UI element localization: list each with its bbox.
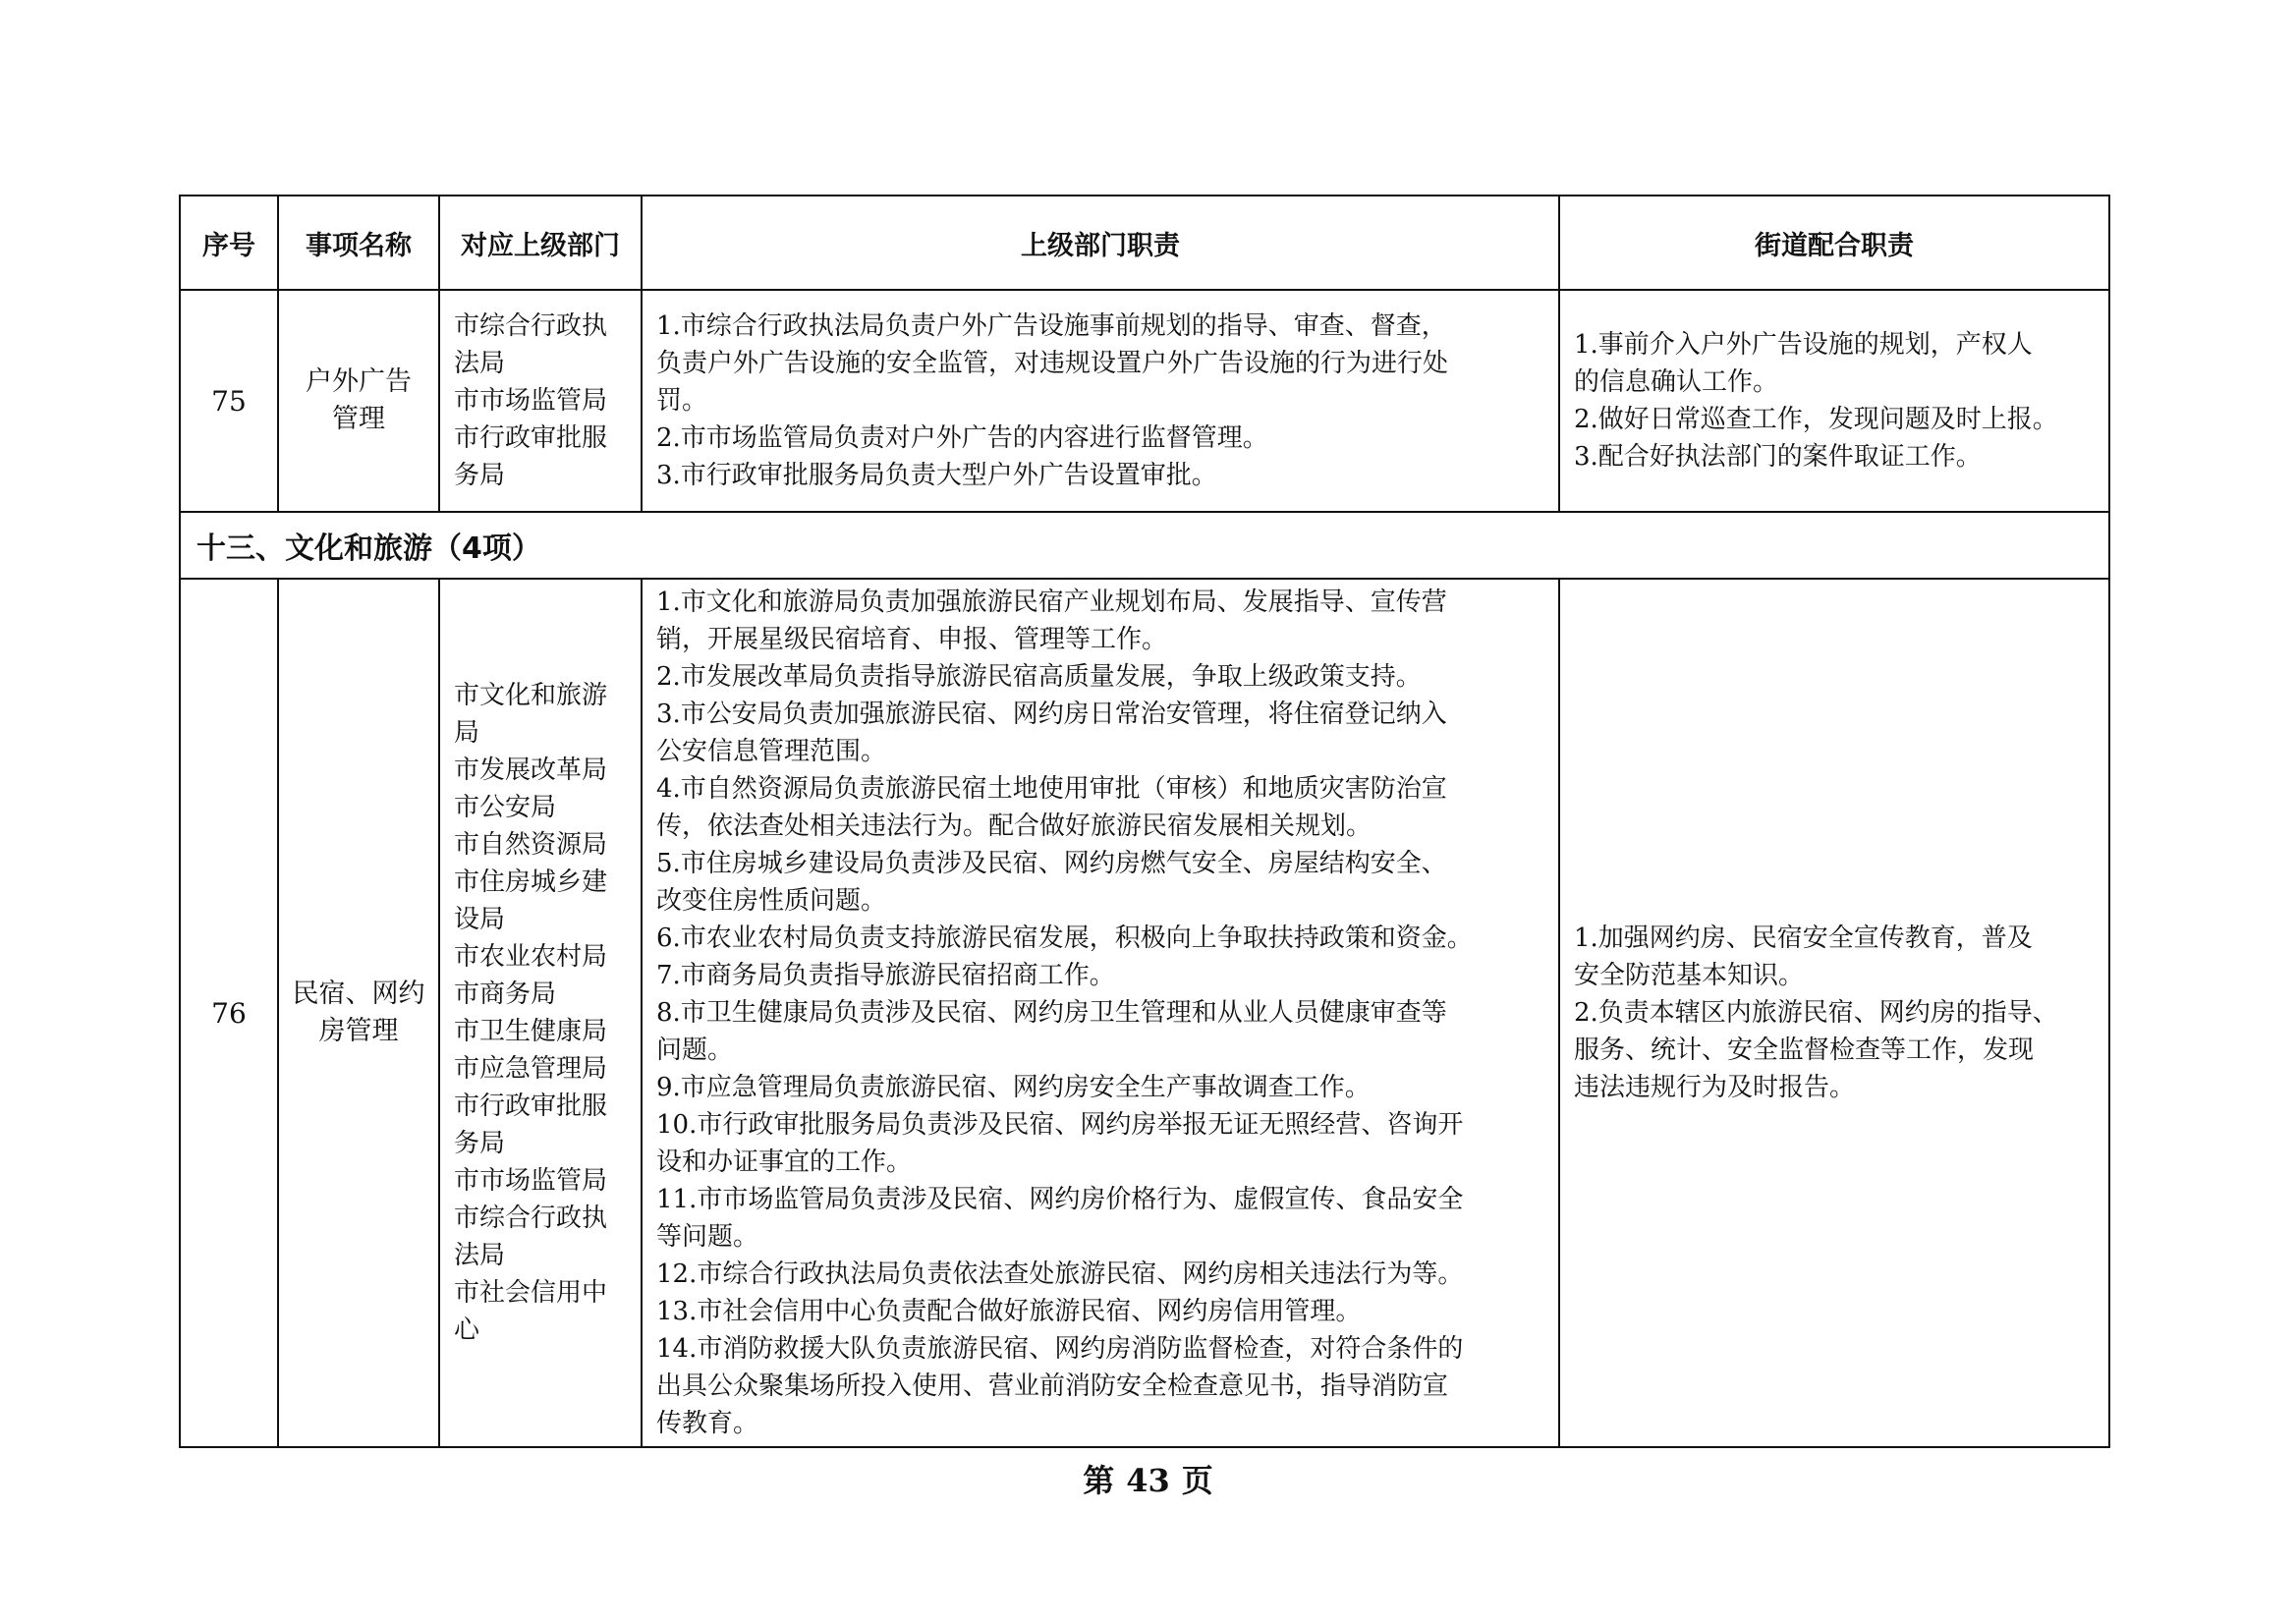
text-line: 的信息确认工作。	[1574, 367, 1779, 397]
street-duties	[1559, 579, 2109, 1447]
text-line: 7.市商务局负责指导旅游民宿招商工作。	[656, 961, 1115, 990]
text-line: 局	[454, 718, 480, 748]
text-line: 9.市应急管理局负责旅游民宿、网约房安全生产事故调查工作。	[656, 1073, 1371, 1102]
text-line: 市综合行政执	[454, 1203, 608, 1233]
text-line: 1.市综合行政执法局负责户外广告设施事前规划的指导、审查、督查，	[656, 311, 1447, 341]
street-duties	[1559, 290, 2109, 512]
matters-table	[179, 195, 2110, 1448]
text-line: 3.市公安局负责加强旅游民宿、网约房日常治安管理，将住宿登记纳入	[656, 700, 1447, 729]
text-line: 市综合行政执	[454, 311, 608, 341]
col-header-number: 序号	[180, 196, 278, 290]
table-row	[180, 290, 2109, 512]
text-line: 市文化和旅游	[454, 681, 608, 710]
text-line: 负责户外广告设施的安全监管，对违规设置户外广告设施的行为进行处	[656, 349, 1449, 378]
text-line: 市公安局	[454, 793, 557, 822]
text-line: 3.市行政审批服务局负责大型户外广告设置审批。	[656, 461, 1217, 490]
text-line: 10.市行政审批服务局负责涉及民宿、网约房举报无证无照经营、咨询开	[656, 1110, 1464, 1140]
text-line: 8.市卫生健康局负责涉及民宿、网约房卫生管理和从业人员健康审查等	[656, 998, 1447, 1028]
item-name	[278, 290, 439, 512]
text-line: 设和办证事宜的工作。	[656, 1147, 913, 1177]
text-line: 服务、统计、安全监督检查等工作，发现	[1574, 1035, 2035, 1065]
text-line: 问题。	[656, 1035, 734, 1065]
text-line: 心	[454, 1315, 480, 1345]
text-line: 2.市发展改革局负责指导旅游民宿高质量发展，争取上级政策支持。	[656, 662, 1422, 692]
text-line: 违法违规行为及时报告。	[1574, 1073, 1856, 1102]
page-footer	[0, 1456, 2296, 1501]
text-line: 法局	[454, 349, 506, 378]
page-number: 43	[1126, 1462, 1170, 1499]
row-number: 75	[180, 290, 278, 512]
text-line: 4.市自然资源局负责旅游民宿土地使用审批（审核）和地质灾害防治宣	[656, 774, 1447, 804]
text-line: 销，开展星级民宿培育、申报、管理等工作。	[656, 625, 1168, 654]
section-title: 十三、文化和旅游（4项）	[180, 512, 2109, 579]
text-line: 市市场监管局	[454, 386, 608, 416]
text-line: 传，依法查处相关违法行为。配合做好旅游民宿发展相关规划。	[656, 812, 1372, 841]
text-line: 设局	[454, 905, 506, 934]
text-line: 5.市住房城乡建设局负责涉及民宿、网约房燃气安全、房屋结构安全、	[656, 849, 1447, 878]
text-line: 6.市农业农村局负责支持旅游民宿发展，积极向上争取扶持政策和资金。	[656, 923, 1473, 953]
text-line: 2.做好日常巡查工作，发现问题及时上报。	[1574, 405, 2058, 434]
row-number: 76	[180, 579, 278, 1447]
text-line: 12.市综合行政执法局负责依法查处旅游民宿、网约房相关违法行为等。	[656, 1259, 1464, 1289]
dept-duties	[642, 579, 1559, 1447]
section-row	[180, 512, 2109, 579]
text-line: 市应急管理局	[454, 1054, 608, 1084]
text-line: 2.负责本辖区内旅游民宿、网约房的指导、	[1574, 998, 2058, 1028]
text-line: 1.事前介入户外广告设施的规划，产权人	[1574, 330, 2033, 360]
text-line: 市住房城乡建	[454, 867, 608, 897]
text-line: 务局	[454, 1129, 506, 1158]
text-line: 法局	[454, 1241, 506, 1270]
col-header-dept: 对应上级部门	[439, 196, 642, 290]
dept-list	[439, 579, 642, 1447]
text-line: 市自然资源局	[454, 830, 608, 860]
col-header-street-duties: 街道配合职责	[1559, 196, 2109, 290]
text-line: 13.市社会信用中心负责配合做好旅游民宿、网约房信用管理。	[656, 1297, 1362, 1326]
text-line: 市市场监管局	[454, 1166, 608, 1196]
text-line: 市商务局	[454, 979, 557, 1009]
item-name-text: 户外广告 管理	[306, 366, 412, 434]
text-line: 市卫生健康局	[454, 1017, 608, 1046]
dept-list	[439, 290, 642, 512]
text-line: 出具公众聚集场所投入使用、营业前消防安全检查意见书，指导消防宣	[656, 1371, 1449, 1401]
text-line: 市行政审批服	[454, 1091, 608, 1121]
col-header-item-name: 事项名称	[278, 196, 439, 290]
item-name	[278, 579, 439, 1447]
page-prefix: 第	[1083, 1462, 1115, 1499]
text-line: 2.市市场监管局负责对户外广告的内容进行监督管理。	[656, 423, 1268, 453]
table-header-row	[180, 196, 2109, 290]
text-line: 等问题。	[656, 1222, 759, 1252]
table-row	[180, 579, 2109, 1447]
text-line: 市行政审批服	[454, 423, 608, 453]
col-header-dept-duties: 上级部门职责	[642, 196, 1559, 290]
text-line: 市发展改革局	[454, 756, 608, 785]
text-line: 3.配合好执法部门的案件取证工作。	[1574, 442, 1982, 472]
text-line: 14.市消防救援大队负责旅游民宿、网约房消防监督检查，对符合条件的	[656, 1334, 1464, 1364]
text-line: 公安信息管理范围。	[656, 737, 887, 766]
text-line: 1.加强网约房、民宿安全宣传教育，普及	[1574, 923, 2033, 953]
text-line: 安全防范基本知识。	[1574, 961, 1805, 990]
text-line: 务局	[454, 461, 506, 490]
page-suffix: 页	[1181, 1462, 1213, 1499]
text-line: 11.市市场监管局负责涉及民宿、网约房价格行为、虚假宣传、食品安全	[656, 1185, 1464, 1214]
text-line: 1.市文化和旅游局负责加强旅游民宿产业规划布局、发展指导、宣传营	[656, 588, 1447, 617]
text-line: 改变住房性质问题。	[656, 886, 887, 916]
item-name-text: 民宿、网约 房管理	[292, 979, 425, 1046]
text-line: 市农业农村局	[454, 942, 608, 972]
dept-duties	[642, 290, 1559, 512]
text-line: 传教育。	[656, 1409, 759, 1438]
text-line: 罚。	[656, 386, 708, 416]
text-line: 市社会信用中	[454, 1278, 608, 1308]
